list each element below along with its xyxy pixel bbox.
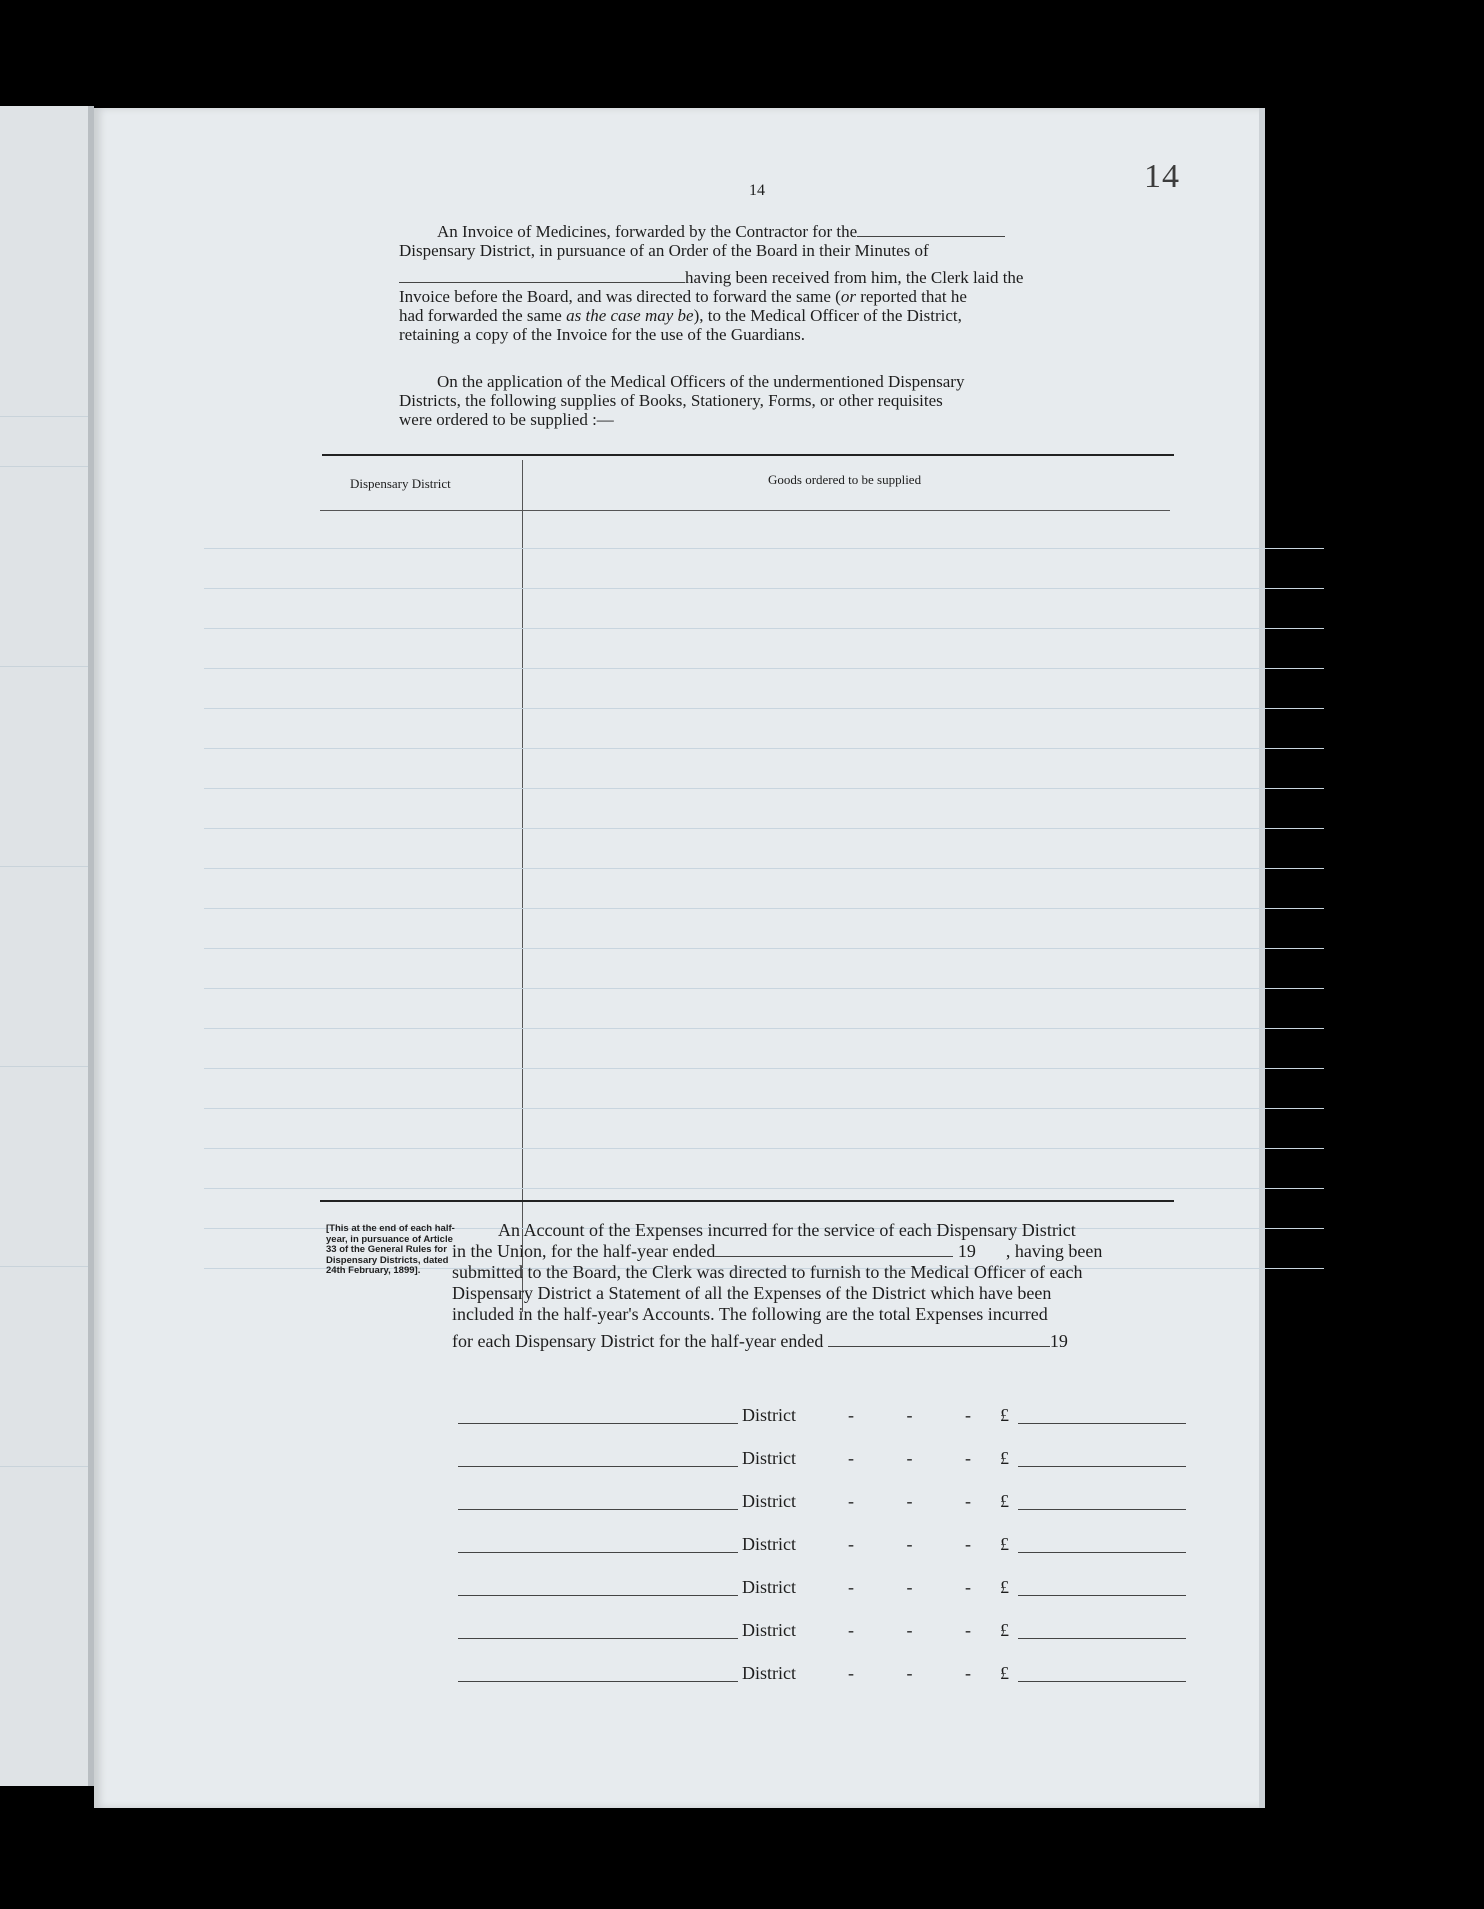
account-line: , having been [1005, 1241, 1103, 1261]
district-row [458, 1577, 1278, 1599]
leader-dashes: - - - [848, 1534, 995, 1554]
ruled-line [204, 988, 1324, 989]
ruled-line [0, 416, 92, 417]
ruled-line [204, 708, 1324, 709]
pound-sign: £ [1000, 1620, 1009, 1640]
district-name-blank [458, 1552, 738, 1553]
district-label: District [742, 1534, 796, 1554]
account-line: Dispensary District a Statement of all the Expenses of the District which have been [452, 1283, 1052, 1303]
leader-dashes: - - - [848, 1577, 995, 1597]
invoice-line: retaining a copy of the Invoice for the use of the Guardians. [399, 325, 805, 344]
stamped-page-number: 14 [1144, 158, 1180, 195]
amount-blank [1018, 1681, 1186, 1682]
ruled-line [204, 1028, 1324, 1029]
invoice-line: Dispensary District, in pursuance of an Order of the Board in their Minutes of [399, 241, 929, 260]
account-line: An Account of the Expenses incurred for the service of each Dispensary District [498, 1220, 1076, 1240]
district-name-blank [458, 1423, 738, 1424]
invoice-line: had forwarded the same [399, 306, 567, 325]
district-label: District [742, 1491, 796, 1511]
pound-sign: £ [1000, 1534, 1009, 1554]
pound-sign: £ [1000, 1663, 1009, 1683]
pound-sign: £ [1000, 1577, 1009, 1597]
district-row [458, 1663, 1278, 1685]
district-name-blank [458, 1595, 738, 1596]
amount-blank [1018, 1638, 1186, 1639]
district-row [458, 1620, 1278, 1642]
ruled-line [0, 666, 92, 667]
account-line: submitted to the Board, the Clerk was directed to furnish to the Medical Officer of each [452, 1262, 1083, 1282]
ruled-line [204, 948, 1324, 949]
italic-text: or [840, 287, 856, 306]
district-label: District [742, 1577, 796, 1597]
amount-blank [1018, 1509, 1186, 1510]
half-year-blank [715, 1242, 953, 1257]
invoice-line: An Invoice of Medicines, forwarded by the Contractor for the [437, 222, 858, 241]
ruled-line [204, 588, 1324, 589]
ruled-line [204, 828, 1324, 829]
year-prefix: 19 [1049, 1331, 1068, 1351]
account-line: for each Dispensary District for the half-year ended [452, 1331, 824, 1351]
pound-sign: £ [1000, 1448, 1009, 1468]
district-label: District [742, 1405, 796, 1425]
ruled-line [204, 1108, 1324, 1109]
district-row [458, 1448, 1278, 1470]
ruled-line [204, 868, 1324, 869]
district-row [458, 1491, 1278, 1513]
ruled-line [204, 548, 1324, 549]
district-name-blank [458, 1466, 738, 1467]
side-note: [This at the end of each half-year, in pursuance of Article 33 of the General Rules for Dispensary Districts, dated 24th February, 1899]. [326, 1223, 455, 1276]
amount-blank [1018, 1595, 1186, 1596]
document-page [94, 108, 1265, 1808]
district-row [458, 1534, 1278, 1556]
ruled-line [204, 1188, 1324, 1189]
amount-blank [1018, 1466, 1186, 1467]
contractor-blank [857, 222, 1005, 237]
italic-text: as the case may be [566, 306, 694, 325]
ruled-line [204, 788, 1324, 789]
amount-blank [1018, 1423, 1186, 1424]
ruled-line [0, 866, 92, 867]
leader-dashes: - - - [848, 1405, 995, 1425]
minutes-blank [399, 268, 685, 283]
invoice-line: having been received from him, the Clerk laid the [685, 268, 1024, 287]
invoice-paragraph [399, 222, 1111, 344]
district-name-blank [458, 1681, 738, 1682]
header-rule [320, 510, 1170, 511]
account-line: included in the half-year's Accounts. The following are the total Expenses incurred [452, 1304, 1048, 1324]
year-prefix: 19 [957, 1241, 976, 1261]
ruled-line [0, 1266, 92, 1267]
pound-sign: £ [1000, 1491, 1009, 1511]
ruled-line [204, 1148, 1324, 1149]
leader-dashes: - - - [848, 1663, 995, 1683]
ruled-line [0, 466, 92, 467]
ruled-line [0, 1066, 92, 1067]
district-name-blank [458, 1509, 738, 1510]
invoice-line: ), to the Medical Officer of the District, [693, 306, 962, 325]
supplies-line: Districts, the following supplies of Books, Stationery, Forms, or other requisites [399, 391, 943, 410]
leader-dashes: - - - [848, 1448, 995, 1468]
leader-dashes: - - - [848, 1620, 995, 1640]
leader-dashes: - - - [848, 1491, 995, 1511]
district-label: District [742, 1448, 796, 1468]
pound-sign: £ [1000, 1405, 1009, 1425]
printed-page-number: 14 [749, 182, 765, 199]
supplies-paragraph [399, 372, 1111, 429]
ruled-line [204, 628, 1324, 629]
ruled-line [204, 668, 1324, 669]
district-row [458, 1405, 1278, 1427]
table-top-rule [322, 454, 1174, 456]
facing-page-edge [0, 106, 94, 1786]
table-bottom-rule [320, 1200, 1174, 1202]
invoice-line: Invoice before the Board, and was directed to forward the same ( [399, 287, 841, 306]
amount-blank [1018, 1552, 1186, 1553]
ruled-line [0, 1466, 92, 1467]
invoice-line: reported that he [855, 287, 967, 306]
column-header-district: Dispensary District [350, 476, 451, 491]
ruled-line [204, 1068, 1324, 1069]
district-name-blank [458, 1638, 738, 1639]
ruled-line [204, 748, 1324, 749]
district-label: District [742, 1620, 796, 1640]
supplies-line: were ordered to be supplied :— [399, 410, 614, 429]
half-year-blank [828, 1332, 1050, 1347]
supplies-line: On the application of the Medical Officers of the undermentioned Dispensary [437, 372, 965, 391]
ruled-line [204, 908, 1324, 909]
column-header-goods: Goods ordered to be supplied [768, 472, 922, 487]
district-label: District [742, 1663, 796, 1683]
account-paragraph [452, 1220, 1278, 1352]
account-line: in the Union, for the half-year ended [452, 1241, 716, 1261]
